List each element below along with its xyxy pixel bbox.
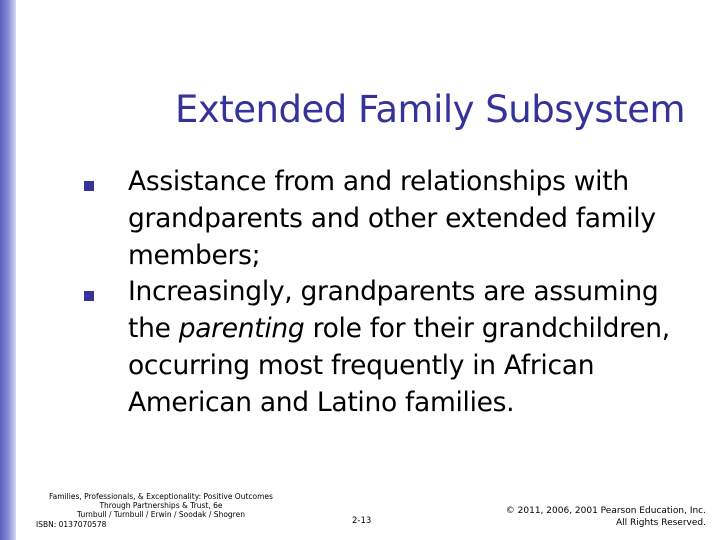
- bullet-text: [128, 274, 704, 421]
- bullet-square-icon: [84, 181, 94, 191]
- emphasis-word: parenting: [178, 313, 305, 345]
- citation-line: ISBN: 0137070578: [36, 519, 107, 529]
- bullet-item: [84, 164, 704, 274]
- citation-line: Families, Professionals, & Exceptionality: Positive Outcomes: [49, 492, 273, 501]
- source-citation: [36, 492, 286, 529]
- bullet-list: [84, 164, 704, 422]
- bullet-item: [84, 274, 704, 421]
- copyright-notice: [466, 505, 706, 529]
- page-number: 2-13: [352, 516, 372, 526]
- bullet-square-icon: [84, 291, 94, 301]
- bullet-text: Assistance from and relationships with grandparents and other extended family members;: [128, 166, 656, 271]
- side-gradient-bar: [0, 0, 16, 540]
- slide-title: Extended Family Subsystem: [175, 88, 685, 131]
- rights-line: All Rights Reserved.: [615, 518, 706, 528]
- citation-line: Through Partnerships & Trust, 6e: [99, 501, 223, 511]
- bullet-text-end: role for their grandchildren, occurring most frequently in African American and Latino families.: [128, 313, 670, 418]
- bullet-text-start: Increasingly, grandparents are assuming the: [128, 276, 659, 345]
- copyright-line: © 2011, 2006, 2001 Pearson Education, Inc.: [505, 506, 706, 516]
- citation-line: Turnbull / Turnbull / Erwin / Soodak / Shogren: [77, 510, 245, 520]
